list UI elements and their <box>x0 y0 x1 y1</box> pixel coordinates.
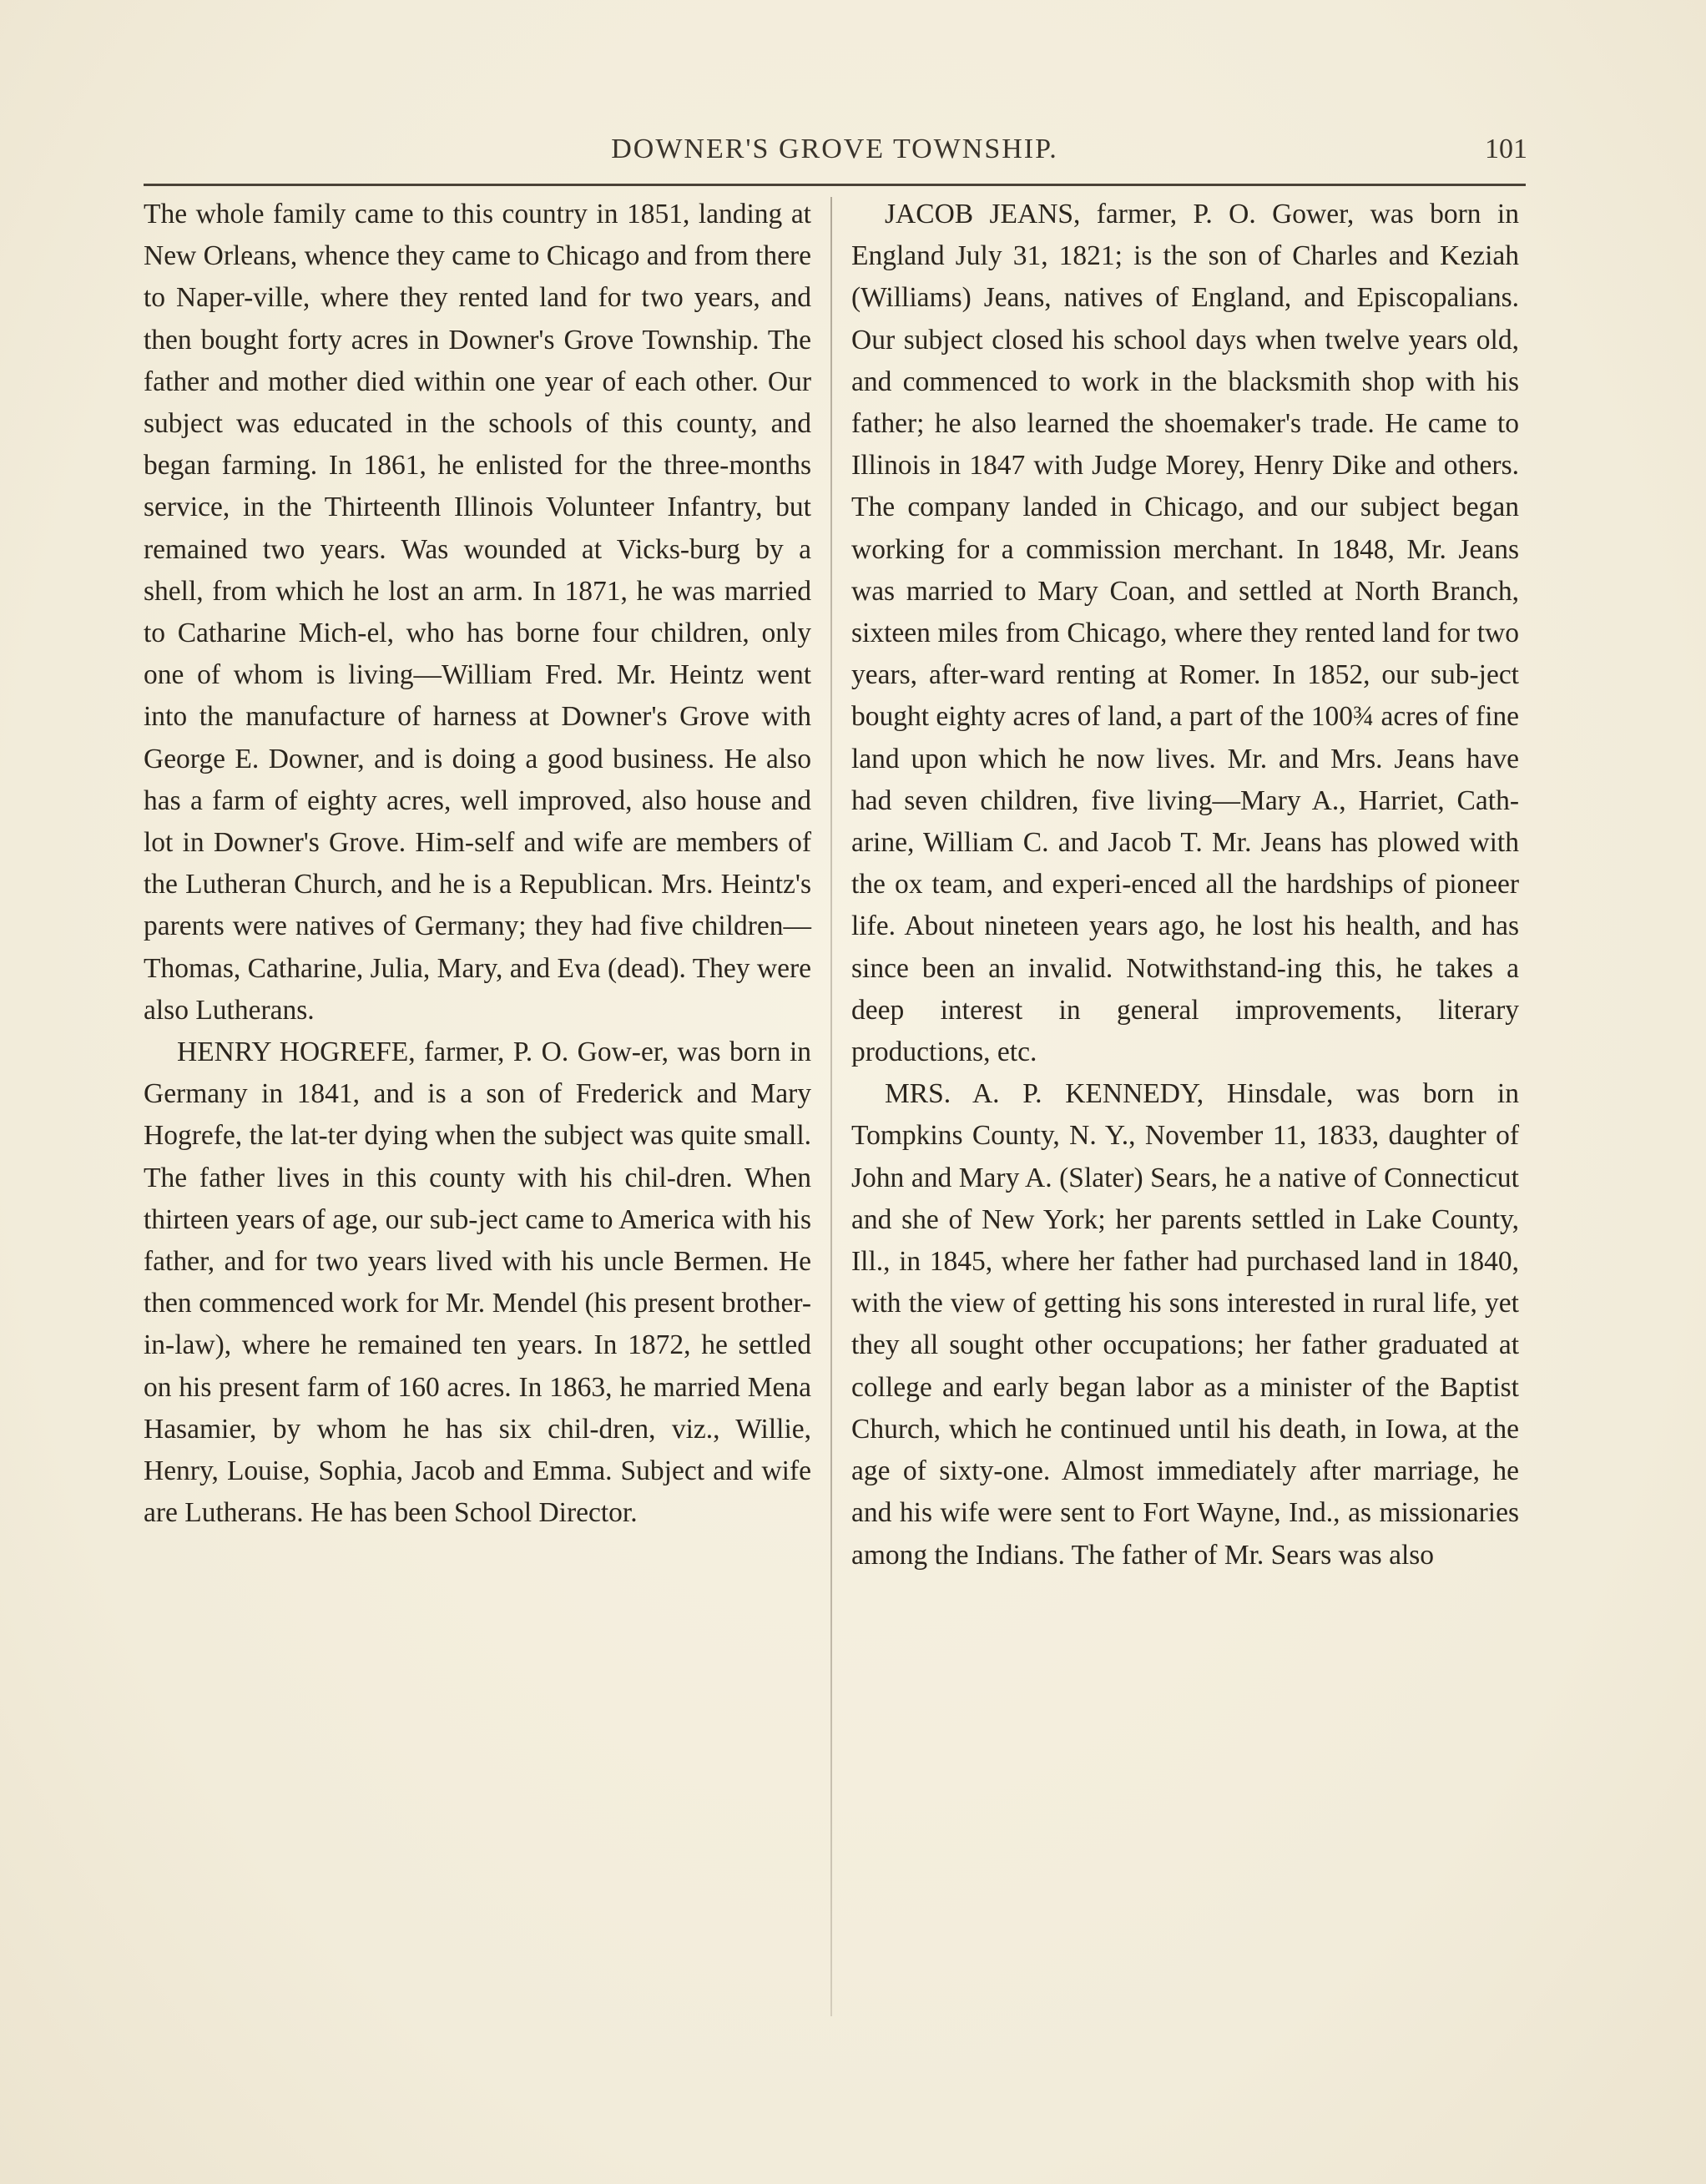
header-rule <box>144 184 1526 186</box>
column-divider <box>830 197 832 2016</box>
running-head: DOWNER'S GROVE TOWNSHIP. <box>611 134 1058 164</box>
paragraph-mrs-kennedy: MRS. A. P. KENNEDY, Hinsdale, was born in Tompkins County, N. Y., November 11, 1833, daughter of John and Mary A. (Slater) Sears, he a native of Connecticut and she of New York; her parents settled in Lake County, Ill., in 1845, where her father had purchased land in 1840, with the view of getting his sons interested in rural life, yet they all sought other occupations; her father graduated at college and early began labor as a minister of the Baptist Church, which he continued until his death, in Iowa, at the age of sixty-one. Almost immediately after marriage, he and his wife were sent to Fort Wayne, Ind., as missionaries among the Indians. The father of Mr. Sears was also <box>851 1078 1519 1571</box>
paragraph-jacob-jeans: JACOB JEANS, farmer, P. O. Gower, was born in England July 31, 1821; is the son of Charles and Keziah (Williams) Jeans, natives of England, and Episcopalians. Our subject closed his school days when twelve years old, and commenced to work in the blacksmith shop with his father; he also learned the shoemaker's trade. He came to Illinois in 1847 with Judge Morey, Henry Dike and others. The company landed in Chicago, and our subject began working for a commission merchant. In 1848, Mr. Jeans was married to Mary Coan, and settled at North Branch, sixteen miles from Chicago, where they rented land for two years, after-ward renting at Romer. In 1852, our sub-ject bought eighty acres of land, a part of the 100¾ acres of fine land upon which he now lives. Mr. and Mrs. Jeans have had seven children, five living—Mary A., Harriet, Cath-arine, William C. and Jacob T. Mr. Jeans has plowed with the ox team, and experi-enced all the hardships of pioneer life. About nineteen years ago, he lost his health, and has since been an invalid. Notwithstand-ing this, he takes a deep interest in general improvements, literary productions, etc. <box>851 199 1519 1068</box>
left-column <box>144 194 811 1535</box>
paragraph-henry-hogrefe: HENRY HOGREFE, farmer, P. O. Gow-er, was born in Germany in 1841, and is a son of Frederick and Mary Hogrefe, the lat-ter dying when the subject was quite small. The father lives in this county with his chil-dren. When thirteen years of age, our sub-ject came to America with his father, and for two years lived with his uncle Bermen. He then commenced work for Mr. Mendel (his present brother-in-law), where he remained ten years. In 1872, he settled on his present farm of 160 acres. In 1863, he married Mena Hasamier, by whom he has six chil-dren, viz., Willie, Henry, Louise, Sophia, Jacob and Emma. Subject and wife are Lutherans. He has been School Director. <box>144 1037 811 1529</box>
right-column <box>851 194 1519 1576</box>
page-number: 101 <box>1485 134 1527 164</box>
page-header <box>142 134 1527 175</box>
paragraph-heintz-continued: The whole family came to this country in 1851, landing at New Orleans, whence they came to Chicago and from there to Naper-ville, where they rented land for two years, and then bought forty acres in Downer's Grove Township. The father and mother died within one year of each other. Our subject was educated in the schools of this county, and began farming. In 1861, he enlisted for the three-months service, in the Thirteenth Illinois Volunteer Infantry, but remained two years. Was wounded at Vicks-burg by a shell, from which he lost an arm. In 1871, he was married to Catharine Mich-el, who has borne four children, only one of whom is living—William Fred. Mr. Heintz went into the manufacture of harness at Downer's Grove with George E. Downer, and is doing a good business. He also has a farm of eighty acres, well improved, also house and lot in Downer's Grove. Him-self and wife are members of the Lutheran Church, and he is a Republican. Mrs. Heintz's parents were natives of Germany; they had five children—Thomas, Catharine, Julia, Mary, and Eva (dead). They were also Lutherans. <box>144 199 811 1026</box>
